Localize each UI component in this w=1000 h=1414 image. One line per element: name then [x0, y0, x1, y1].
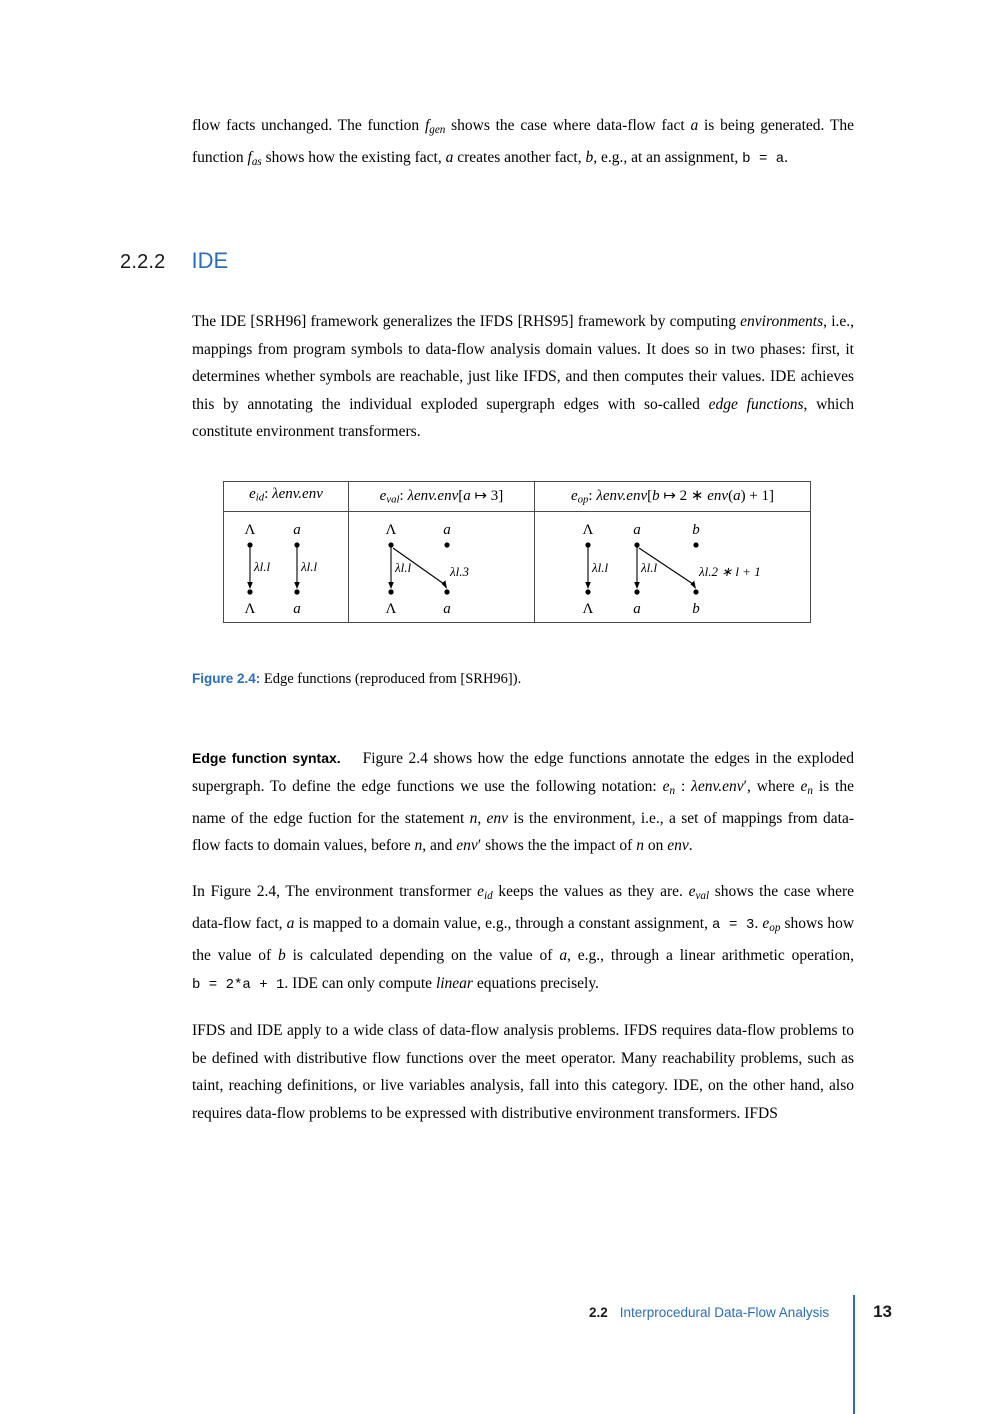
diagram-eval	[349, 512, 535, 622]
svg-text:Λ: Λ	[244, 600, 256, 617]
diagram-eid	[224, 512, 348, 622]
svg-text:λl.l: λl.l	[641, 559, 658, 575]
svg-text:a: a	[633, 521, 641, 538]
figure-header-row	[224, 482, 810, 512]
figure-header-eval: $e_{val}$: λenv.env[a ↦ 3]	[348, 482, 534, 511]
figure-2-4	[223, 481, 811, 623]
svg-text:b: b	[692, 600, 700, 617]
page-footer	[0, 1295, 1000, 1335]
figure-caption-label: Figure 2.4:	[192, 671, 261, 686]
svg-text:λl.l: λl.l	[301, 558, 318, 574]
runin-edge-function-syntax: Edge function syntax.	[192, 750, 341, 766]
svg-text:λl.3: λl.3	[450, 563, 469, 579]
figure-cell-eval	[348, 512, 534, 622]
diagram-eop	[535, 512, 811, 622]
page-edge-rule	[853, 1300, 855, 1414]
paragraph-block-ide	[192, 308, 854, 464]
section-heading	[120, 248, 860, 274]
section-title: IDE	[191, 248, 229, 273]
figure-diagram-row	[224, 512, 810, 622]
svg-text:a: a	[443, 600, 451, 617]
figure-header-eid: $e_{id}$: λenv.env	[249, 486, 323, 504]
svg-text:a: a	[633, 600, 641, 617]
svg-text:a: a	[443, 521, 451, 538]
figure-cell-eop	[534, 512, 810, 622]
svg-text:Λ: Λ	[385, 600, 397, 617]
svg-text:Λ: Λ	[582, 521, 594, 538]
svg-text:Λ: Λ	[244, 521, 256, 538]
svg-text:a: a	[293, 521, 301, 538]
figure-cell-eid	[224, 512, 348, 622]
svg-text:Λ: Λ	[385, 521, 397, 538]
svg-text:λl.l: λl.l	[592, 559, 609, 575]
paragraph-edge-function-syntax: Edge function syntax. Figure 2.4 shows how the edge functions annotate the edges in the exploded supergraph. To define the edge functions we use the following notation: $e_n$ : λenv.env′, where $e_n$ is the name of the edge fuction for the statement n, env is the environment, i.e., a set of mappings from data-flow facts to domain values, before n, and env′ shows the the impact of n on env.	[192, 750, 855, 855]
figure-caption	[192, 668, 854, 690]
svg-text:λl.l: λl.l	[254, 558, 271, 574]
paragraph-ifds-ide: IFDS and IDE apply to a wide class of data-flow analysis problems. IFDS requires data-flow problems to be defined with distributive flow functions over the meet operator. Many reachability problems, such as taint, reaching definitions, or live variables analysis, fall into this category. IDE, on the other hand, also requires data-flow problems to be expressed with distributive environment transformers. IFDS	[192, 1022, 854, 1122]
footer-section-number: 2.2	[588, 1304, 608, 1320]
paragraph-block-top	[192, 112, 854, 195]
footer-page-number: 13	[873, 1302, 892, 1321]
paragraph-block-bottom	[192, 745, 854, 1145]
svg-text:b: b	[692, 521, 700, 538]
figure-caption-text: Edge functions (reproduced from [SRH96]).	[263, 671, 522, 687]
section-number: 2.2.2	[120, 251, 166, 273]
svg-text:a: a	[293, 600, 301, 617]
footer-section-title: Interprocedural Data-Flow Analysis	[619, 1304, 830, 1320]
svg-text:Λ: Λ	[582, 600, 594, 617]
svg-text:λl.l: λl.l	[395, 559, 412, 575]
svg-text:λl.2 ∗ l + 1: λl.2 ∗ l + 1	[699, 563, 761, 579]
paragraph-intro-top: flow facts unchanged. The function $f_{gen}$ shows the case where data-flow fact a is being generated. The function $f_{as}$ shows how the existing fact, a creates another fact, b, e.g., at an assignment, b = a.	[192, 117, 854, 169]
paragraph-transformers: In Figure 2.4, The environment transformer $e_{id}$ keeps the values as they are. $e_{val}$ shows the case where data-flow fact, a is mapped to a domain value, e.g., through a constant assignment, a = 3. $e_{op}$ shows how the value of b is calculated depending on the value of a, e.g., through a linear arithmetic operation, b = 2*a + 1. IDE can only compute linear equations precisely.	[192, 882, 855, 993]
figure-header-eop: $e_{op}$: λenv.env[b ↦ 2 ∗ env(a) + 1]	[534, 482, 810, 511]
paragraph-ide-intro: The IDE [SRH96] framework generalizes the IFDS [RHS95] framework by computing environments, i.e., mappings from program symbols to data-flow analysis domain values. It does so in two phases: first, it determines whether symbols are reachable, just like IFDS, and then computes their values. IDE achieves this by annotating the individual exploded supergraph edges with so-called edge functions, which constitute environment transformers.	[192, 313, 855, 440]
